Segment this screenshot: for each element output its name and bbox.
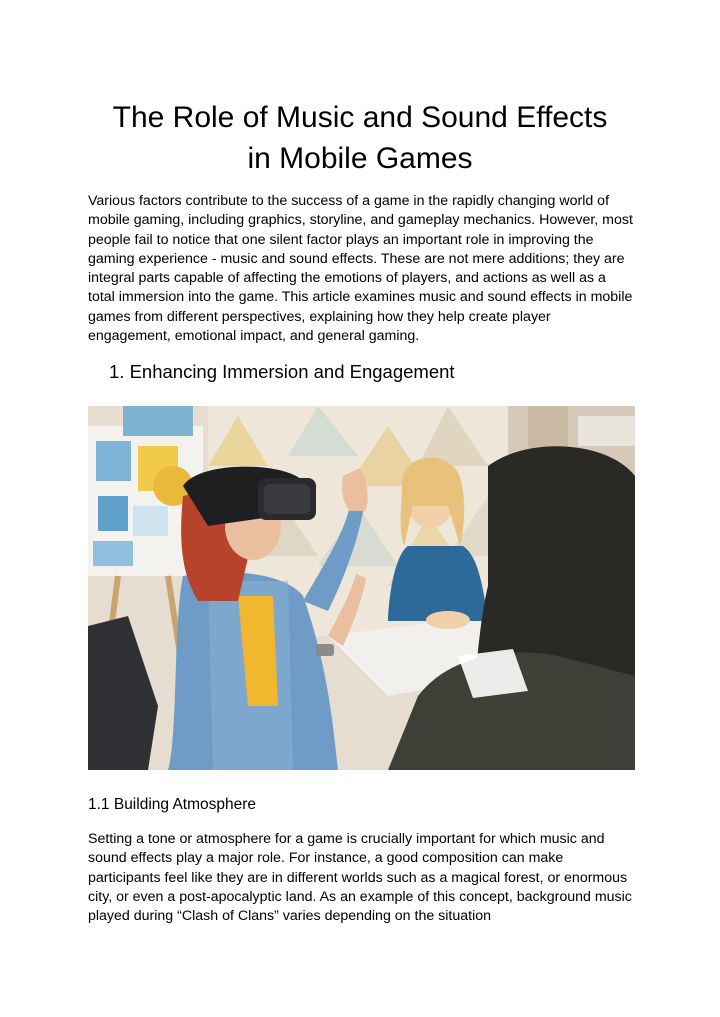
title-line-1: The Role of Music and Sound Effects bbox=[112, 101, 608, 134]
subsection-paragraph: Setting a tone or atmosphere for a game is crucially important for which music and sound effects play a major role. For instance, a good composition can make participants feel like they are in different worlds such as a magical forest, or enormous city, or even a post-apocalyptic land. As an example of this concept, background music played during “Clash of Clans” varies depending on the situation bbox=[88, 831, 632, 925]
section-heading: 1. Enhancing Immersion and Engagement bbox=[109, 361, 455, 382]
title-line-2: in Mobile Games bbox=[247, 142, 473, 175]
vr-meeting-photo bbox=[88, 406, 635, 770]
document-title bbox=[60, 97, 660, 179]
subsection-heading: 1.1 Building Atmosphere bbox=[88, 796, 257, 813]
intro-paragraph: Various factors contribute to the success of a game in the rapidly changing world of mobile gaming, including graphics, storyline, and gameplay mechanics. However, most people fail to notice that one silent factor plays an important role in improving the gaming experience - music and sound effects. These are not mere additions; they are integral parts capable of affecting the emotions of players, and actions as well as a total immersion into the game. This article examines music and sound effects in mobile games from different perspectives, explaining how they help create player engagement, emotional impact, and general gaming. bbox=[88, 193, 633, 345]
